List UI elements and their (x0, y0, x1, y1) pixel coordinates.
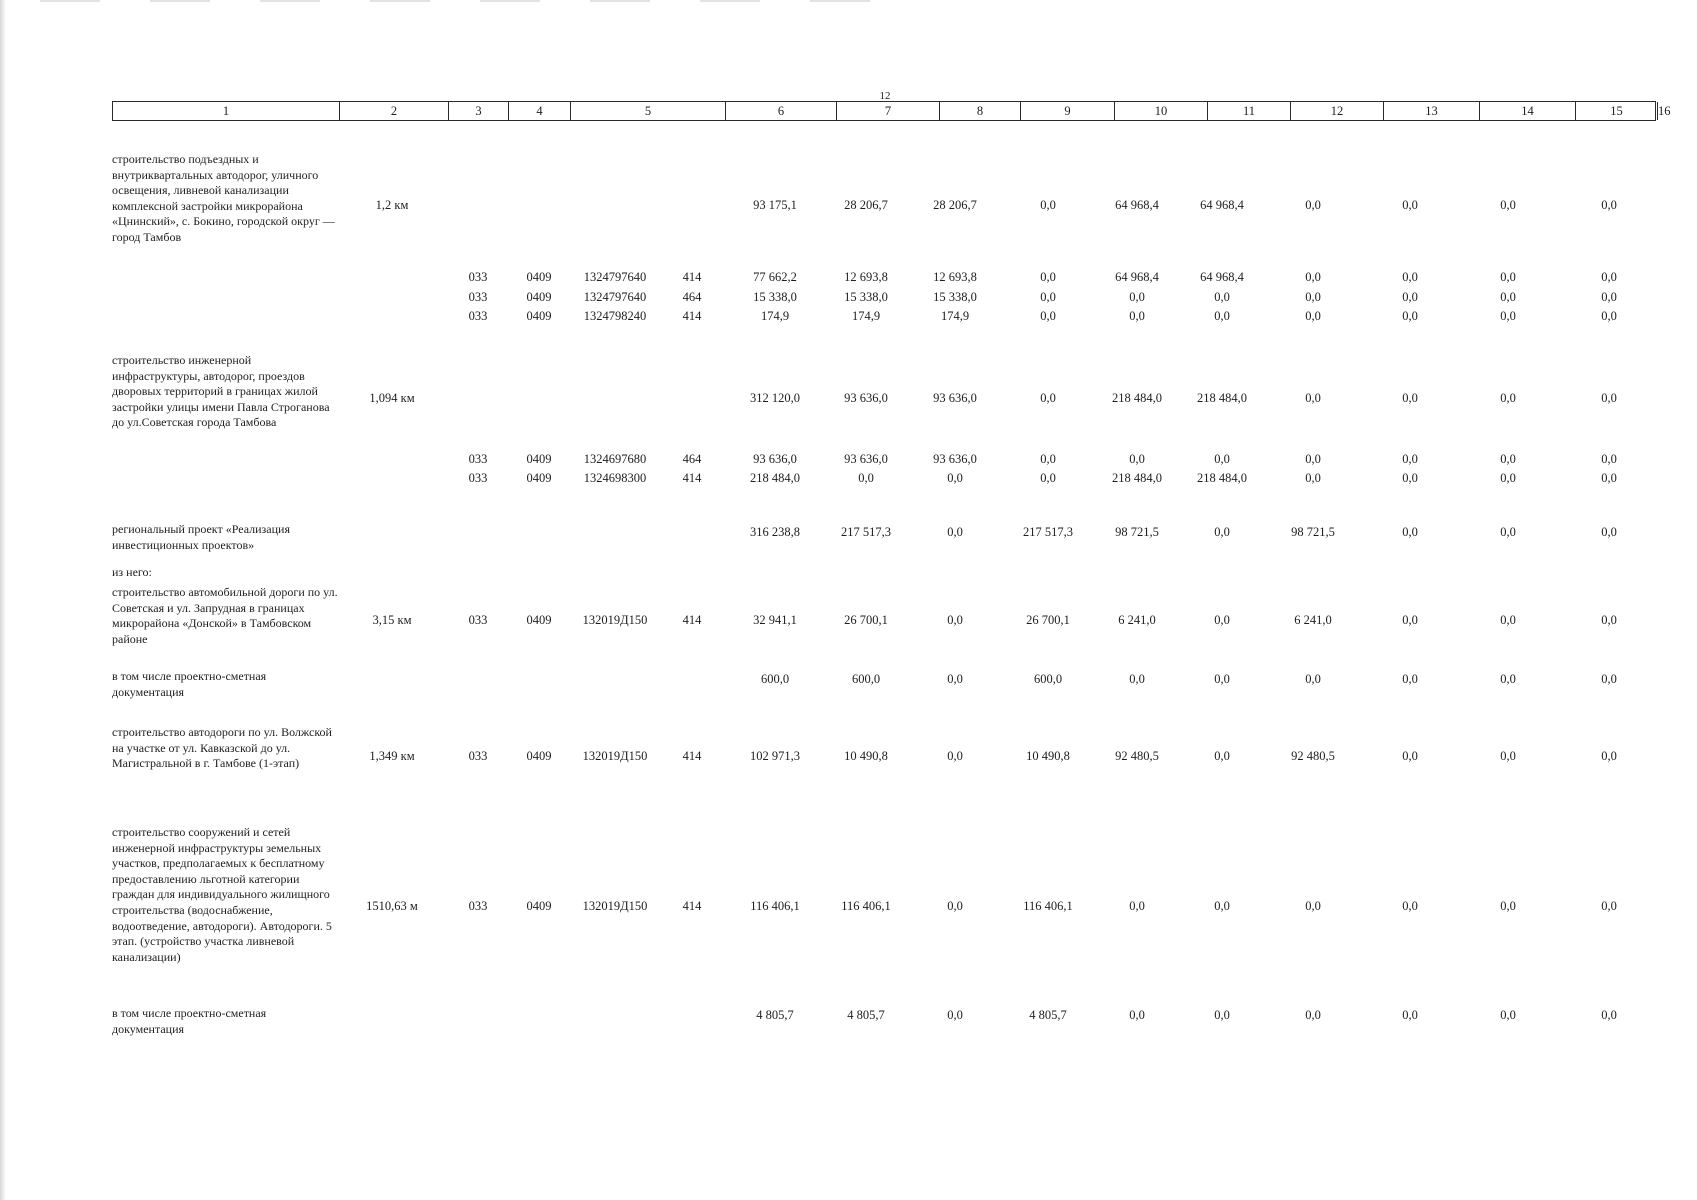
cell-col-11: 0,0 (1129, 452, 1145, 466)
cell-col-3: 033 (468, 270, 488, 284)
cell-col-4: 0409 (526, 749, 552, 763)
cell-col-2: 1,094 км (369, 391, 415, 405)
cell-col-3: 033 (468, 290, 488, 304)
cell-col-10: 10 490,8 (1026, 749, 1070, 763)
cell-col-8: 15 338,0 (844, 290, 888, 304)
row-description: строительство подъездных и внутриквартальных автодорог, уличного освещения, ливневой канализации комплексной застройки микрорайона «Цнинский», с. Бокино, городской округ — город Тамбов (112, 152, 335, 244)
cell-col-7: 316 238,8 (750, 525, 800, 539)
column-header-10: 10 (1114, 102, 1207, 120)
column-header-3: 3 (448, 102, 508, 120)
cell-col-8: 28 206,7 (844, 198, 888, 212)
column-header-1: 1 (222, 104, 230, 118)
column-header-2: 2 (339, 102, 448, 120)
cell-col-10: 217 517,3 (1023, 525, 1073, 539)
cell-col-3: 033 (468, 471, 488, 485)
cell-col-9: 0,0 (947, 613, 963, 627)
cell-col-16: 0,0 (1601, 198, 1617, 212)
cell-col-12: 0,0 (1214, 309, 1230, 323)
cell-col-10: 0,0 (1040, 290, 1056, 304)
cell-col-3: 033 (468, 899, 488, 913)
column-header-8: 8 (939, 102, 1020, 120)
column-header-15: 15 (1575, 102, 1657, 120)
row-description: из него: (112, 565, 152, 579)
cell-col-15: 0,0 (1500, 525, 1516, 539)
cell-col-9: 93 636,0 (933, 452, 977, 466)
cell-col-14: 0,0 (1402, 672, 1418, 686)
cell-col-6: 414 (682, 613, 702, 627)
cell-col-10: 4 805,7 (1029, 1008, 1067, 1022)
cell-col-12: 0,0 (1214, 452, 1230, 466)
cell-col-7: 116 406,1 (750, 899, 800, 913)
cell-col-13: 98 721,5 (1291, 525, 1335, 539)
column-header-16: 16 (1658, 104, 1671, 118)
cell-col-4: 0409 (526, 899, 552, 913)
cell-col-5: 132019Д150 (582, 899, 648, 913)
cell-col-13: 6 241,0 (1294, 613, 1332, 627)
cell-col-3: 033 (468, 309, 488, 323)
cell-col-16: 0,0 (1601, 290, 1617, 304)
cell-col-13: 0,0 (1305, 290, 1321, 304)
cell-col-12: 0,0 (1214, 749, 1230, 763)
cell-col-14: 0,0 (1402, 525, 1418, 539)
cell-col-7: 15 338,0 (753, 290, 797, 304)
cell-col-12: 64 968,4 (1200, 270, 1244, 284)
cell-col-14: 0,0 (1402, 391, 1418, 405)
cell-col-9: 174,9 (940, 309, 970, 323)
cell-col-5: 1324797640 (583, 290, 647, 304)
cell-col-16: 0,0 (1601, 525, 1617, 539)
cell-col-13: 0,0 (1305, 899, 1321, 913)
cell-col-11: 98 721,5 (1115, 525, 1159, 539)
cell-col-8: 12 693,8 (844, 270, 888, 284)
cell-col-11: 218 484,0 (1112, 471, 1162, 485)
cell-col-9: 0,0 (947, 672, 963, 686)
cell-col-7: 4 805,7 (756, 1008, 794, 1022)
cell-col-14: 0,0 (1402, 899, 1418, 913)
cell-col-4: 0409 (526, 309, 552, 323)
cell-col-4: 0409 (526, 452, 552, 466)
cell-col-7: 312 120,0 (750, 391, 800, 405)
cell-col-9: 0,0 (947, 899, 963, 913)
cell-col-14: 0,0 (1402, 309, 1418, 323)
cell-col-8: 217 517,3 (841, 525, 891, 539)
column-header-13: 13 (1383, 102, 1479, 120)
cell-col-13: 0,0 (1305, 1008, 1321, 1022)
cell-col-8: 0,0 (858, 471, 874, 485)
cell-col-2: 1,349 км (369, 749, 415, 763)
cell-col-4: 0409 (526, 471, 552, 485)
cell-col-10: 0,0 (1040, 309, 1056, 323)
column-header-row (112, 101, 1671, 121)
cell-col-5: 132019Д150 (582, 613, 648, 627)
cell-col-12: 218 484,0 (1197, 471, 1247, 485)
cell-col-2: 3,15 км (372, 613, 412, 627)
cell-col-13: 0,0 (1305, 198, 1321, 212)
cell-col-12: 0,0 (1214, 613, 1230, 627)
row-description: строительство автомобильной дороги по ул. Советская и ул. Запрудная в границах микрорайона «Донской» в Тамбовском районе (112, 585, 338, 646)
cell-col-10: 0,0 (1040, 270, 1056, 284)
column-header-9: 9 (1020, 102, 1114, 120)
cell-col-9: 28 206,7 (933, 198, 977, 212)
cell-col-7: 93 175,1 (753, 198, 797, 212)
cell-col-14: 0,0 (1402, 198, 1418, 212)
cell-col-14: 0,0 (1402, 613, 1418, 627)
row-description: в том числе проектно-сметная документация (112, 1006, 267, 1036)
cell-col-15: 0,0 (1500, 391, 1516, 405)
cell-col-15: 0,0 (1500, 290, 1516, 304)
cell-col-8: 26 700,1 (844, 613, 888, 627)
cell-col-8: 93 636,0 (844, 391, 888, 405)
cell-col-8: 93 636,0 (844, 452, 888, 466)
cell-col-7: 174,9 (760, 309, 790, 323)
cell-col-5: 1324797640 (583, 270, 647, 284)
cell-col-6: 464 (682, 290, 702, 304)
cell-col-13: 92 480,5 (1291, 749, 1335, 763)
cell-col-11: 0,0 (1129, 1008, 1145, 1022)
cell-col-13: 0,0 (1305, 391, 1321, 405)
cell-col-13: 0,0 (1305, 452, 1321, 466)
cell-col-2: 1510,63 м (366, 899, 418, 913)
row-description: региональный проект «Реализация инвестиционных проектов» (112, 522, 290, 552)
cell-col-14: 0,0 (1402, 749, 1418, 763)
cell-col-8: 4 805,7 (847, 1008, 885, 1022)
cell-col-14: 0,0 (1402, 1008, 1418, 1022)
cell-col-9: 93 636,0 (933, 391, 977, 405)
column-header-7: 7 (836, 102, 939, 120)
cell-col-16: 0,0 (1601, 270, 1617, 284)
cell-col-15: 0,0 (1500, 452, 1516, 466)
cell-col-6: 414 (682, 899, 702, 913)
column-header-11: 11 (1207, 102, 1290, 120)
cell-col-8: 116 406,1 (841, 899, 891, 913)
cell-col-12: 0,0 (1214, 672, 1230, 686)
cell-col-15: 0,0 (1500, 899, 1516, 913)
cell-col-2: 1,2 км (375, 198, 409, 212)
cell-col-15: 0,0 (1500, 309, 1516, 323)
cell-col-10: 26 700,1 (1026, 613, 1070, 627)
page-number: 12 (879, 90, 891, 102)
cell-col-4: 0409 (526, 290, 552, 304)
cell-col-15: 0,0 (1500, 613, 1516, 627)
cell-col-9: 15 338,0 (933, 290, 977, 304)
cell-col-11: 64 968,4 (1115, 270, 1159, 284)
cell-col-7: 600,0 (760, 672, 790, 686)
cell-col-14: 0,0 (1402, 471, 1418, 485)
row-description: строительство автодороги по ул. Волжской на участке от ул. Кавказской до ул. Магистральной в г. Тамбове (1-этап) (112, 725, 332, 771)
cell-col-13: 0,0 (1305, 672, 1321, 686)
cell-col-10: 0,0 (1040, 198, 1056, 212)
cell-col-5: 132019Д150 (582, 749, 648, 763)
cell-col-16: 0,0 (1601, 749, 1617, 763)
cell-col-16: 0,0 (1601, 309, 1617, 323)
cell-col-7: 93 636,0 (753, 452, 797, 466)
cell-col-16: 0,0 (1601, 672, 1617, 686)
cell-col-9: 12 693,8 (933, 270, 977, 284)
cell-col-12: 64 968,4 (1200, 198, 1244, 212)
cell-col-7: 102 971,3 (750, 749, 800, 763)
cell-col-12: 0,0 (1214, 899, 1230, 913)
cell-col-11: 218 484,0 (1112, 391, 1162, 405)
cell-col-3: 033 (468, 452, 488, 466)
cell-col-11: 6 241,0 (1118, 613, 1156, 627)
cell-col-10: 116 406,1 (1023, 899, 1073, 913)
column-header-14: 14 (1479, 102, 1575, 120)
column-header-4: 4 (508, 102, 570, 120)
cell-col-9: 0,0 (947, 471, 963, 485)
cell-col-16: 0,0 (1601, 452, 1617, 466)
cell-col-11: 0,0 (1129, 899, 1145, 913)
row-description: строительство инженерной инфраструктуры, автодорог, проездов дворовых территорий в границах жилой застройки улицы имени Павла Строганова до ул.Советская города Тамбова (112, 353, 330, 430)
row-description: строительство сооружений и сетей инженерной инфраструктуры земельных участков, предполагаемых к бесплатному предоставлению льготной категории граждан для индивидуального жилищного строительства (водоснабжение, водоотведение, автодороги). Автодороги. 5 этап. (устройство участка ливневой канализации) (112, 825, 332, 964)
cell-col-13: 0,0 (1305, 270, 1321, 284)
cell-col-14: 0,0 (1402, 270, 1418, 284)
cell-col-12: 218 484,0 (1197, 391, 1247, 405)
cell-col-7: 32 941,1 (753, 613, 797, 627)
cell-col-14: 0,0 (1402, 290, 1418, 304)
cell-col-10: 0,0 (1040, 452, 1056, 466)
cell-col-15: 0,0 (1500, 749, 1516, 763)
column-header-6: 6 (725, 102, 836, 120)
cell-col-11: 0,0 (1129, 309, 1145, 323)
cell-col-8: 600,0 (851, 672, 881, 686)
row-description: в том числе проектно-сметная документация (112, 669, 267, 699)
column-header-5: 5 (570, 102, 725, 120)
cell-col-12: 0,0 (1214, 1008, 1230, 1022)
cell-col-10: 0,0 (1040, 391, 1056, 405)
cell-col-16: 0,0 (1601, 391, 1617, 405)
cell-col-16: 0,0 (1601, 899, 1617, 913)
cell-col-11: 92 480,5 (1115, 749, 1159, 763)
scan-edge (0, 0, 6, 1200)
cell-col-14: 0,0 (1402, 452, 1418, 466)
cell-col-10: 600,0 (1033, 672, 1063, 686)
cell-col-8: 10 490,8 (844, 749, 888, 763)
cell-col-3: 033 (468, 613, 488, 627)
cell-col-13: 0,0 (1305, 471, 1321, 485)
cell-col-12: 0,0 (1214, 290, 1230, 304)
cell-col-15: 0,0 (1500, 672, 1516, 686)
cell-col-5: 1324798240 (583, 309, 647, 323)
scan-top-edge (40, 0, 920, 2)
cell-col-6: 414 (682, 309, 702, 323)
cell-col-4: 0409 (526, 270, 552, 284)
cell-col-9: 0,0 (947, 749, 963, 763)
cell-col-15: 0,0 (1500, 270, 1516, 284)
cell-col-16: 0,0 (1601, 613, 1617, 627)
cell-col-6: 414 (682, 471, 702, 485)
cell-col-5: 1324698300 (583, 471, 647, 485)
cell-col-15: 0,0 (1500, 198, 1516, 212)
cell-col-11: 0,0 (1129, 672, 1145, 686)
cell-col-6: 414 (682, 270, 702, 284)
cell-col-9: 0,0 (947, 1008, 963, 1022)
cell-col-15: 0,0 (1500, 471, 1516, 485)
cell-col-16: 0,0 (1601, 471, 1617, 485)
cell-col-7: 218 484,0 (750, 471, 800, 485)
column-header-12: 12 (1290, 102, 1383, 120)
cell-col-16: 0,0 (1601, 1008, 1617, 1022)
cell-col-5: 1324697680 (583, 452, 647, 466)
cell-col-6: 414 (682, 749, 702, 763)
cell-col-9: 0,0 (947, 525, 963, 539)
cell-col-3: 033 (468, 749, 488, 763)
cell-col-7: 77 662,2 (753, 270, 797, 284)
cell-col-11: 64 968,4 (1115, 198, 1159, 212)
cell-col-8: 174,9 (851, 309, 881, 323)
cell-col-15: 0,0 (1500, 1008, 1516, 1022)
cell-col-10: 0,0 (1040, 471, 1056, 485)
cell-col-11: 0,0 (1129, 290, 1145, 304)
cell-col-6: 464 (682, 452, 702, 466)
cell-col-4: 0409 (526, 613, 552, 627)
cell-col-12: 0,0 (1214, 525, 1230, 539)
cell-col-13: 0,0 (1305, 309, 1321, 323)
